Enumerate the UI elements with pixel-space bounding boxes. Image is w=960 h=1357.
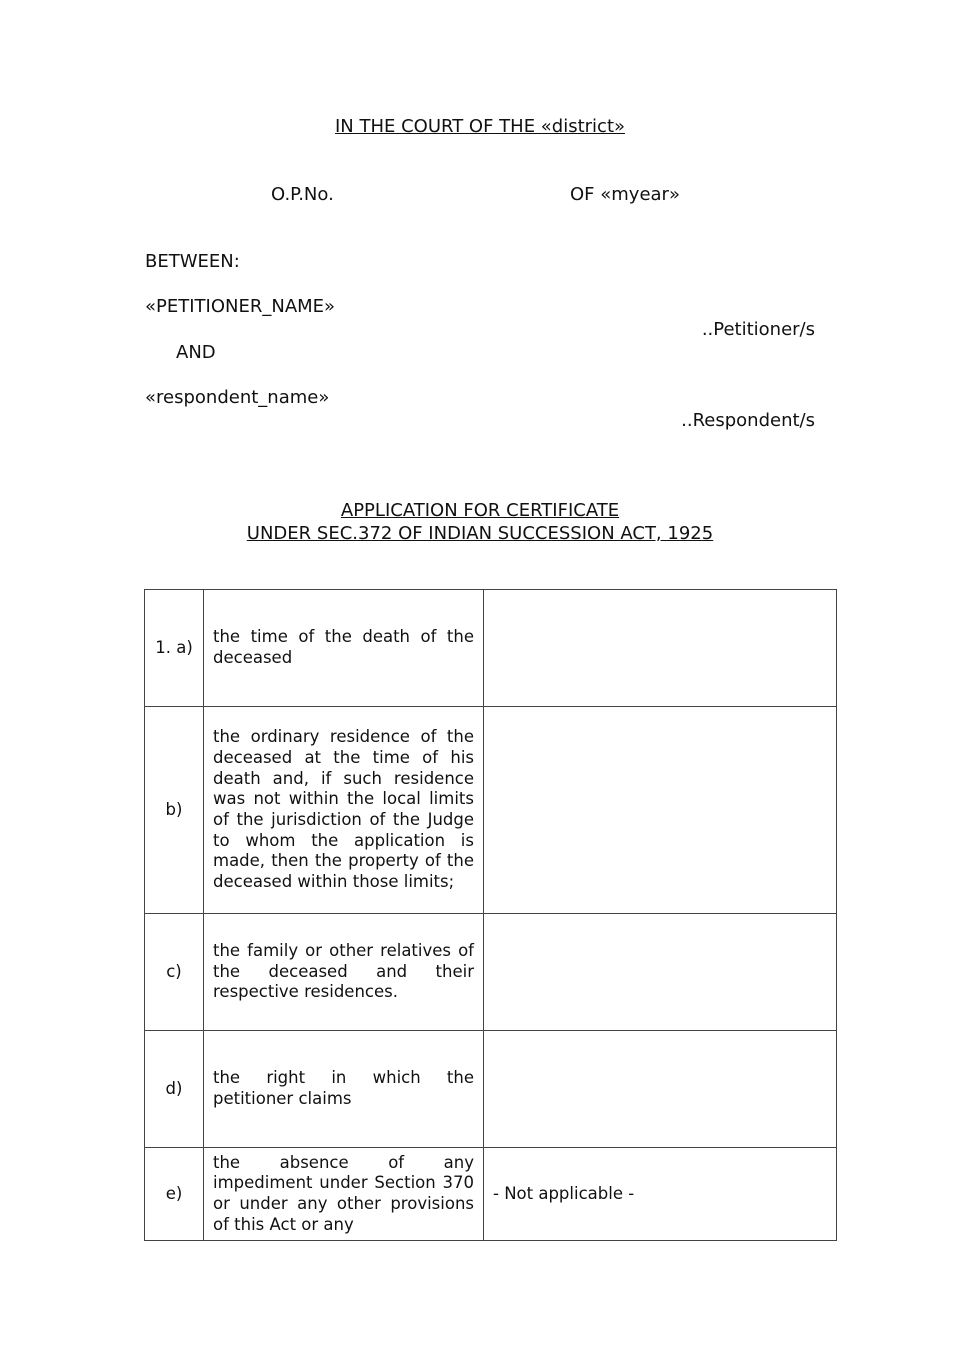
row-description: the ordinary residence of the deceased at the time of his death and, if such residence was not within the local limits of the jurisdiction of the Judge to whom the application is made, then the property of the deceased within those limits; [204,707,484,914]
row-answer [484,707,837,914]
court-title: IN THE COURT OF THE «district» [334,116,626,137]
application-title-line1: APPLICATION FOR CERTIFICATE [340,500,620,521]
petitioner-role: ..Petitioner/s [701,319,815,340]
row-answer: - Not applicable - [484,1148,837,1241]
row-description: the family or other relatives of the deceased and their respective residences. [204,914,484,1031]
row-number: d) [145,1031,204,1148]
row-answer [484,914,837,1031]
respondent-name: «respondent_name» [145,387,330,408]
table-row [145,707,837,914]
table-row [145,914,837,1031]
row-description: the absence of any impediment under Section 370 or under any other provisions of this Act or any [213,1152,474,1234]
case-year-label: OF «myear» [570,184,680,205]
application-title [0,499,960,545]
between-label: BETWEEN: [145,251,240,272]
row-description: the right in which the petitioner claims [204,1031,484,1148]
row-number: b) [145,707,204,914]
row-answer [484,590,837,707]
row-description: the time of the death of the deceased [204,590,484,707]
respondent-role: ..Respondent/s [681,410,815,431]
row-number: e) [145,1148,204,1241]
application-title-line2: UNDER SEC.372 OF INDIAN SUCCESSION ACT, 1925 [246,523,714,544]
row-number: 1. a) [145,590,204,707]
op-number-label: O.P.No. [271,184,334,205]
table-row [145,590,837,707]
row-description-cell [204,1148,484,1241]
table-row [145,1148,837,1241]
and-label: AND [176,342,216,363]
petitioner-name: «PETITIONER_NAME» [145,296,336,317]
particulars-table [144,589,837,1241]
table-row [145,1031,837,1148]
row-answer [484,1031,837,1148]
row-number: c) [145,914,204,1031]
